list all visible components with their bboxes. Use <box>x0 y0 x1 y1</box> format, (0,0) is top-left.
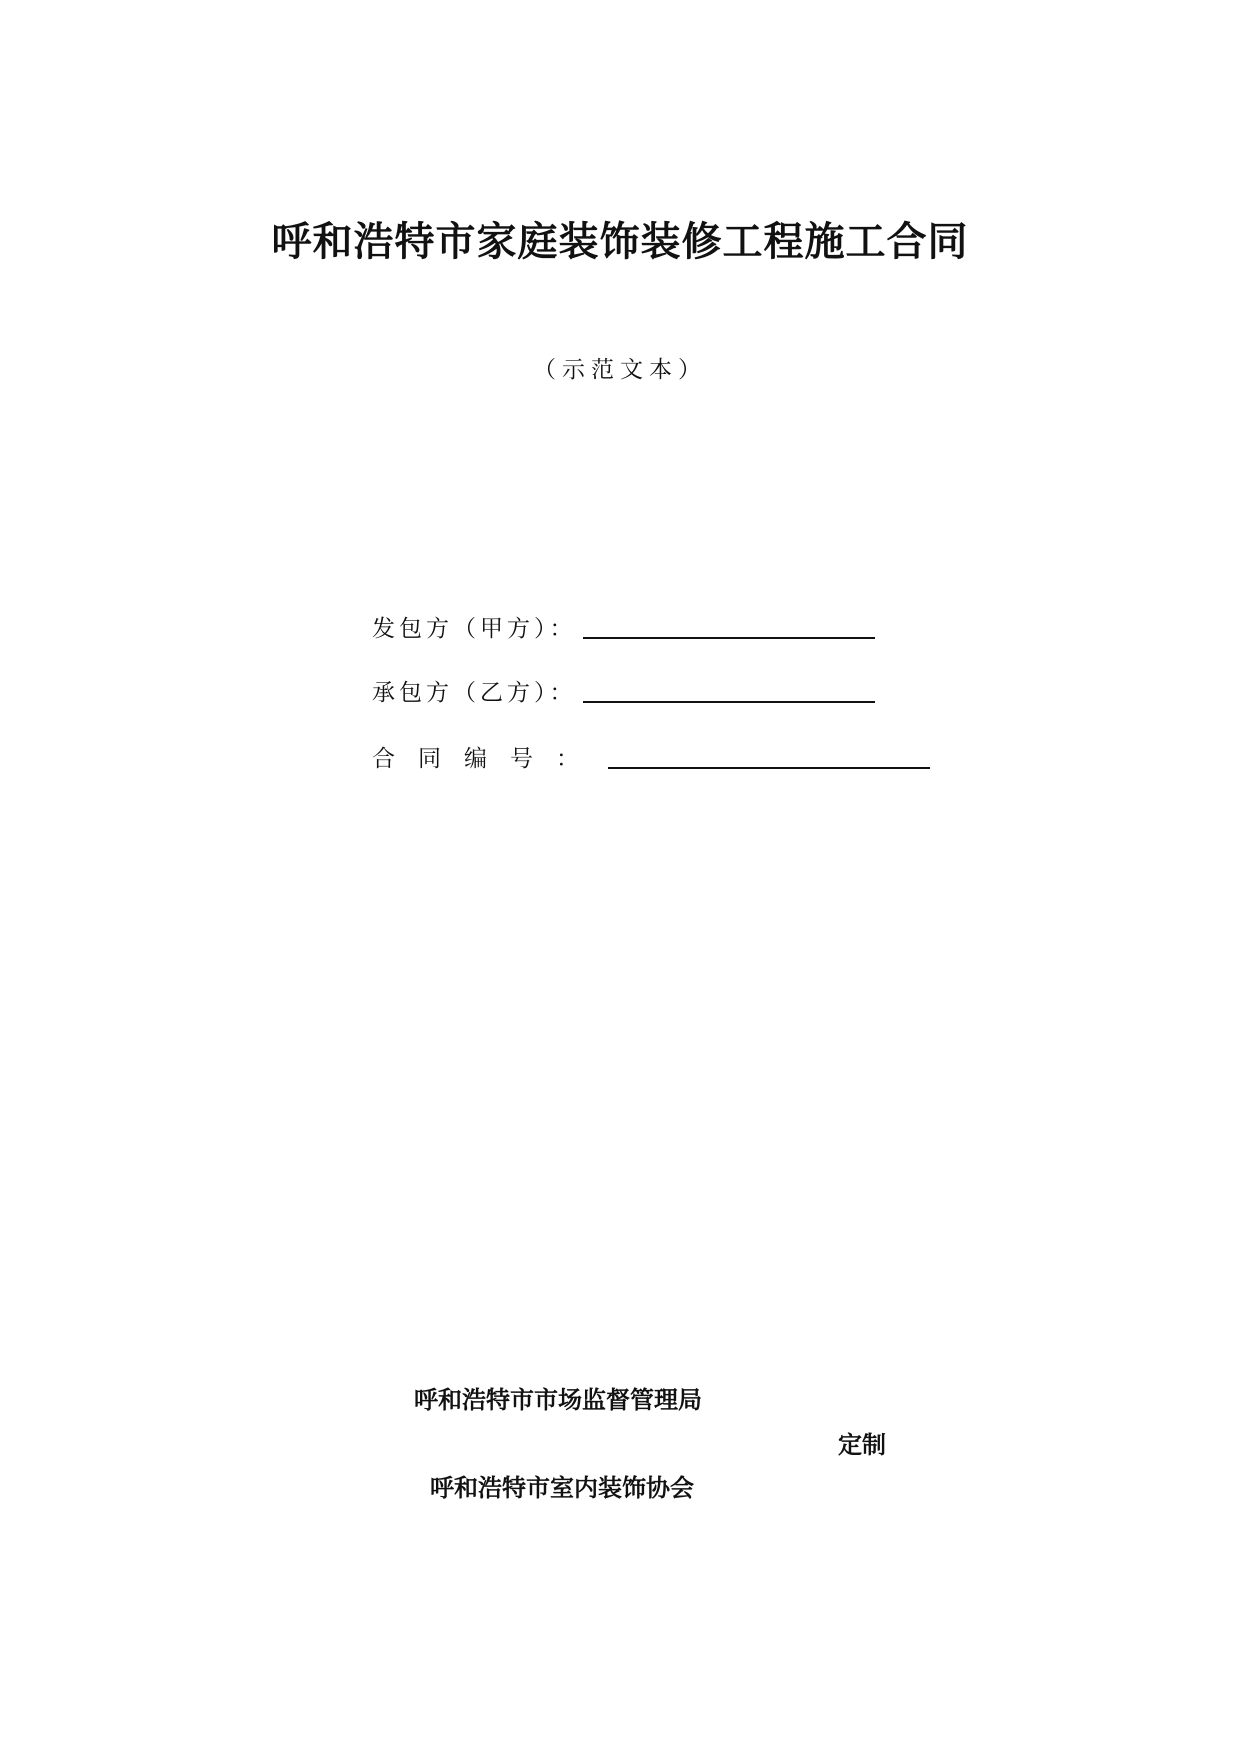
party-a-label: 发包方（甲方）： <box>372 616 577 642</box>
document-subtitle: （示范文本） <box>533 357 707 383</box>
issuer-suffix: 定制 <box>838 1431 886 1459</box>
contract-number-field <box>372 740 930 773</box>
issuer-interior-decoration-association: 呼和浩特市室内装饰协会 <box>430 1474 694 1502</box>
issuer-market-supervision-bureau: 呼和浩特市市场监督管理局 <box>414 1386 702 1414</box>
contract-number-blank-line[interactable] <box>608 767 930 769</box>
party-b-blank-line[interactable] <box>583 701 875 703</box>
party-b-label: 承包方（乙方）： <box>372 680 577 706</box>
party-b-field <box>372 674 875 707</box>
party-a-blank-line[interactable] <box>583 637 875 639</box>
contract-number-label: 合同编号： <box>372 746 602 772</box>
document-title: 呼和浩特市家庭装饰装修工程施工合同 <box>271 218 969 265</box>
party-a-field <box>372 610 875 643</box>
